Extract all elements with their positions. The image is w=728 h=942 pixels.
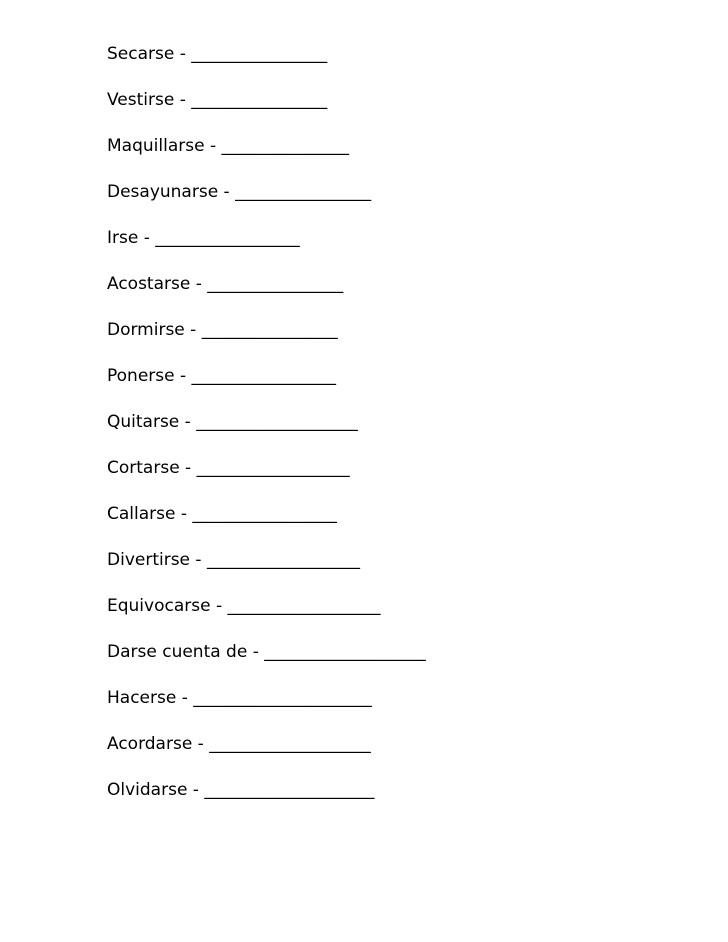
worksheet-line-darse-cuenta-de: Darse cuenta de - ___________________ [107,642,426,662]
worksheet-line-irse: Irse - _________________ [107,228,300,248]
worksheet-line-maquillarse: Maquillarse - _______________ [107,136,349,156]
worksheet-line-acordarse: Acordarse - ___________________ [107,734,371,754]
worksheet-line-divertirse: Divertirse - __________________ [107,550,360,570]
worksheet-line-cortarse: Cortarse - __________________ [107,458,350,478]
worksheet-line-olvidarse: Olvidarse - ____________________ [107,780,375,800]
worksheet-line-callarse: Callarse - _________________ [107,504,337,524]
worksheet-line-equivocarse: Equivocarse - __________________ [107,596,381,616]
worksheet-line-acostarse: Acostarse - ________________ [107,274,344,294]
verb-worksheet [107,42,426,824]
worksheet-line-quitarse: Quitarse - ___________________ [107,412,358,432]
worksheet-line-vestirse: Vestirse - ________________ [107,90,328,110]
worksheet-line-secarse: Secarse - ________________ [107,44,328,64]
worksheet-line-dormirse: Dormirse - ________________ [107,320,338,340]
worksheet-line-hacerse: Hacerse - _____________________ [107,688,372,708]
worksheet-line-ponerse: Ponerse - _________________ [107,366,337,386]
worksheet-line-desayunarse: Desayunarse - ________________ [107,182,372,202]
